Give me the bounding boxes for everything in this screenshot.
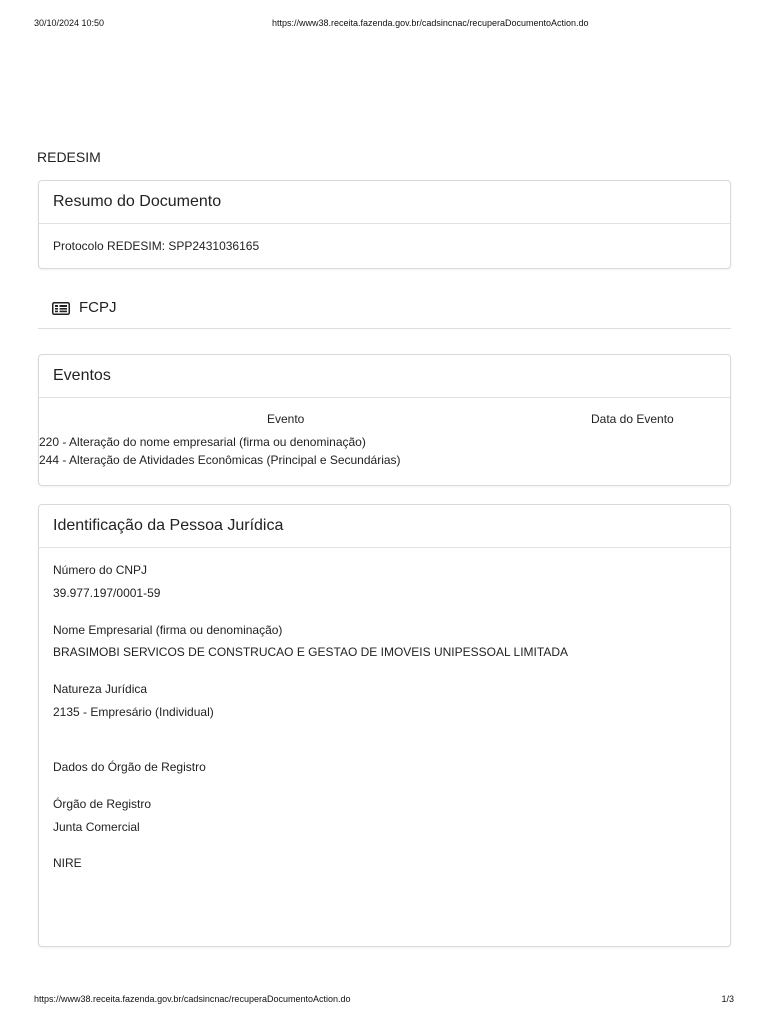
list-icon	[52, 302, 70, 315]
orgao-registro-label: Órgão de Registro	[53, 797, 152, 811]
cnpj-label: Número do CNPJ	[53, 563, 148, 577]
events-table	[39, 398, 730, 484]
fcpj-label: FCPJ	[79, 299, 117, 316]
cnpj-value: 39.977.197/0001-59	[53, 586, 161, 600]
event-row: 220 - Alteração do nome empresarial (firma ou denominação)	[39, 435, 366, 449]
nire-label: NIRE	[53, 856, 82, 870]
eventos-card	[38, 354, 731, 486]
dados-orgao-registro-heading: Dados do Órgão de Registro	[53, 760, 206, 774]
eventos-card-title: Eventos	[39, 355, 730, 398]
print-header	[0, 18, 768, 32]
print-datetime: 30/10/2024 10:50	[34, 18, 105, 28]
resumo-card-body	[39, 224, 730, 253]
natureza-juridica-label: Natureza Jurídica	[53, 682, 148, 696]
orgao-registro-value: Junta Comercial	[53, 820, 140, 834]
identificacao-card	[38, 504, 731, 947]
event-row: 244 - Alteração de Atividades Econômicas (Principal e Secundárias)	[39, 453, 401, 467]
resumo-card	[38, 180, 731, 269]
column-header-data-evento: Data do Evento	[591, 412, 674, 426]
print-footer	[0, 994, 768, 1008]
identificacao-card-title: Identificação da Pessoa Jurídica	[39, 505, 730, 548]
resumo-card-title: Resumo do Documento	[39, 181, 730, 224]
page-number: 1/3	[721, 994, 734, 1004]
print-url: https://www38.receita.fazenda.gov.br/cadsincnac/recuperaDocumentoAction.do	[272, 18, 589, 28]
column-header-evento: Evento	[267, 412, 305, 426]
natureza-juridica-value: 2135 - Empresário (Individual)	[53, 705, 214, 719]
fcpj-section	[38, 296, 731, 329]
nome-empresarial-label: Nome Empresarial (firma ou denominação)	[53, 623, 283, 637]
protocolo-text: Protocolo REDESIM: SPP2431036165	[53, 239, 260, 253]
footer-url: https://www38.receita.fazenda.gov.br/cadsincnac/recuperaDocumentoAction.do	[34, 994, 351, 1004]
app-title: REDESIM	[37, 149, 101, 165]
nome-empresarial-value: BRASIMOBI SERVICOS DE CONSTRUCAO E GESTAO DE IMOVEIS UNIPESSOAL LIMITADA	[53, 645, 568, 659]
